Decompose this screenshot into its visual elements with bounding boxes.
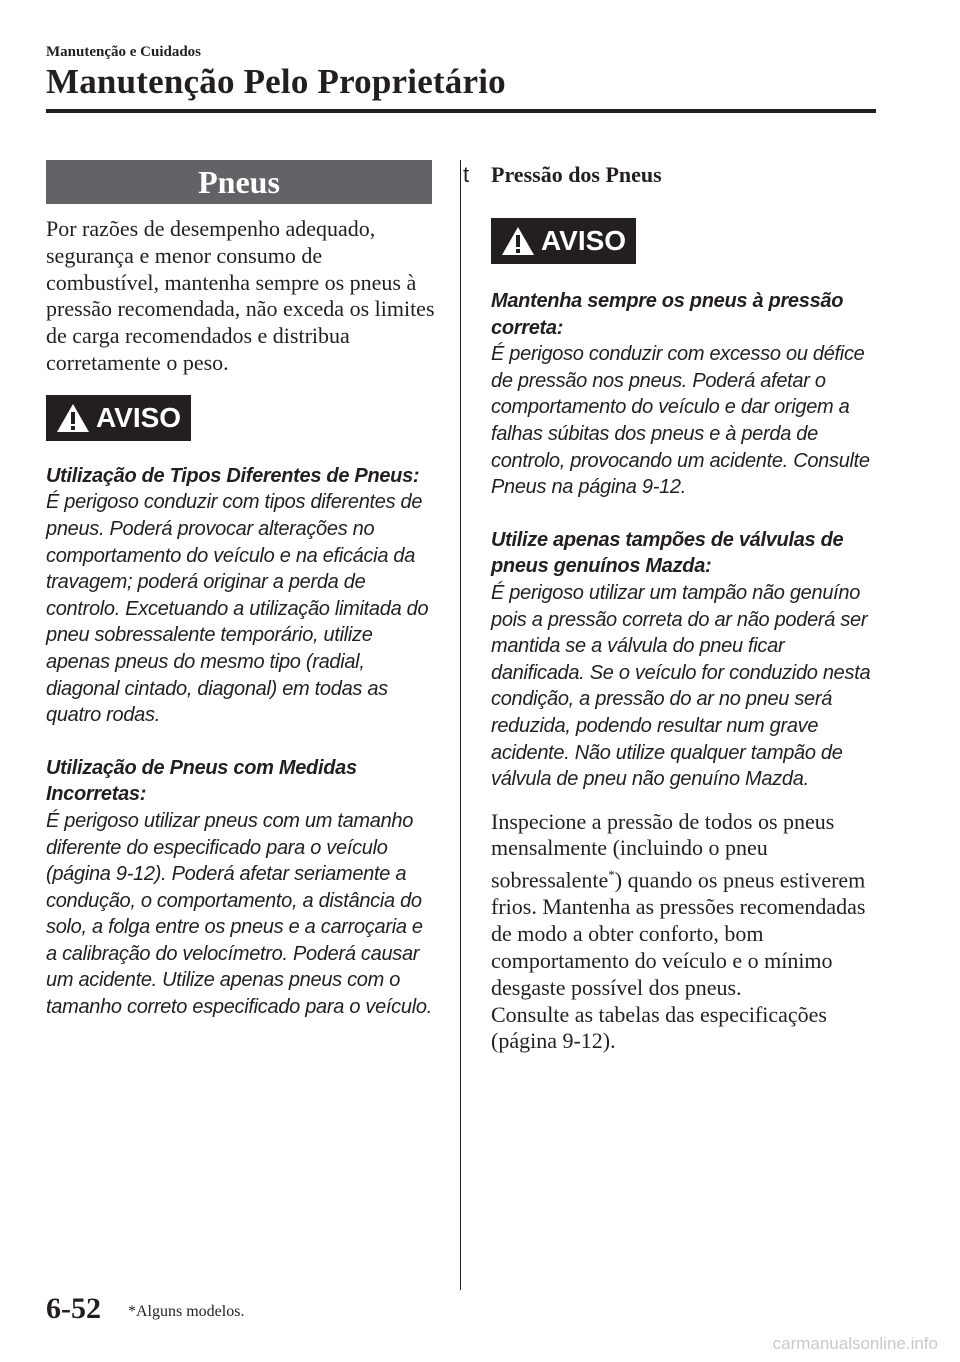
warning-heading: Utilização de Pneus com Medidas Incorretas: (46, 756, 357, 806)
left-column (46, 160, 436, 1021)
warning-text: É perigoso conduzir com excesso ou défice de pressão nos pneus. Poderá afetar o comportamento do veículo e dar origem a falhas súbitas dos pneus e à perda de controlo, provocando um acidente. Consulte Pneus na página 9-12. (491, 343, 870, 499)
page-title: Manutenção Pelo Proprietário (46, 62, 506, 101)
warning-block (491, 288, 881, 501)
warning-text: É perigoso utilizar pneus com um tamanho diferente do especificado para o veículo (página 9-12). Poderá afetar seriamente a condução, o comportamento, a distância do solo, a folga entre os pneus e a carroçaria e a calibração do velocímetro. Poderá causar um acidente. Utilize apenas pneus com o tamanho correto especificado para o veículo. (46, 809, 432, 1019)
warning-triangle-icon (501, 226, 535, 256)
warning-heading: Utilização de Tipos Diferentes de Pneus: (46, 464, 420, 487)
header-section-label: Manutenção e Cuidados (46, 44, 202, 60)
warning-heading: Mantenha sempre os pneus à pressão correta: (491, 290, 844, 339)
intro-paragraph: Por razões de desempenho adequado, segurança e menor consumo de combustível, mantenha sempre os pneus à pressão recomendada, não exceda os limites de carga recomendados e distribua corretamente o peso. (46, 216, 435, 375)
section-title-bar: Pneus (46, 160, 432, 204)
sub-heading (463, 162, 881, 188)
warning-block (46, 755, 436, 1021)
body-text-start: Inspecione a pressão de todos os pneus mensalmente (incluindo o pneu sobressalente (491, 808, 835, 893)
column-divider (460, 160, 461, 1290)
reference-paragraph: Consulte as tabelas das especificações (página 9-12). (491, 1001, 827, 1054)
body-text-end: ) quando os pneus estiverem frios. Mantenha as pressões recomendadas de modo a obter conforto, bom comportamento do veículo e o mínimo desgaste possível dos pneus. (491, 867, 866, 1000)
warning-text: É perigoso conduzir com tipos diferentes de pneus. Poderá provocar alterações no comportamento do veículo e na eficácia da travagem; poderá originar a perda de controlo. Excetuando a utilização limitada do pneu sobressalente temporário, utilize apenas pneus do mesmo tipo (radial, diagonal cintado, diagonal) em todas as quatro rodas. (46, 491, 429, 727)
body-paragraph (491, 809, 881, 1002)
footnote: *Alguns modelos. (128, 1303, 245, 1320)
aviso-badge (46, 395, 191, 441)
sub-heading-text: Pressão dos Pneus (491, 162, 662, 187)
header-rule (46, 109, 876, 113)
page-number: 6-52 (46, 1292, 101, 1325)
right-column (463, 160, 881, 1055)
warning-text: É perigoso utilizar um tampão não genuíno pois a pressão correta do ar não poderá ser mantida se a válvula do pneu ficar danificada. Se o veículo for conduzido nesta condição, a pressão do ar no pneu será reduzida, podendo resultar num grave acidente. Não utilize qualquer tampão de válvula de pneu não genuíno Mazda. (491, 581, 871, 791)
aviso-label: AVISO (541, 225, 627, 256)
watermark: carmanualsonline.info (772, 1334, 938, 1353)
asterisk-mark: * (608, 867, 615, 883)
warning-triangle-icon (56, 403, 90, 433)
aviso-label: AVISO (96, 401, 182, 433)
warning-block (46, 463, 436, 729)
bullet-marker: t (463, 162, 470, 187)
warning-heading: Utilize apenas tampões de válvulas de pneus genuínos Mazda: (491, 528, 844, 578)
aviso-badge (491, 218, 636, 264)
warning-block (491, 527, 881, 793)
